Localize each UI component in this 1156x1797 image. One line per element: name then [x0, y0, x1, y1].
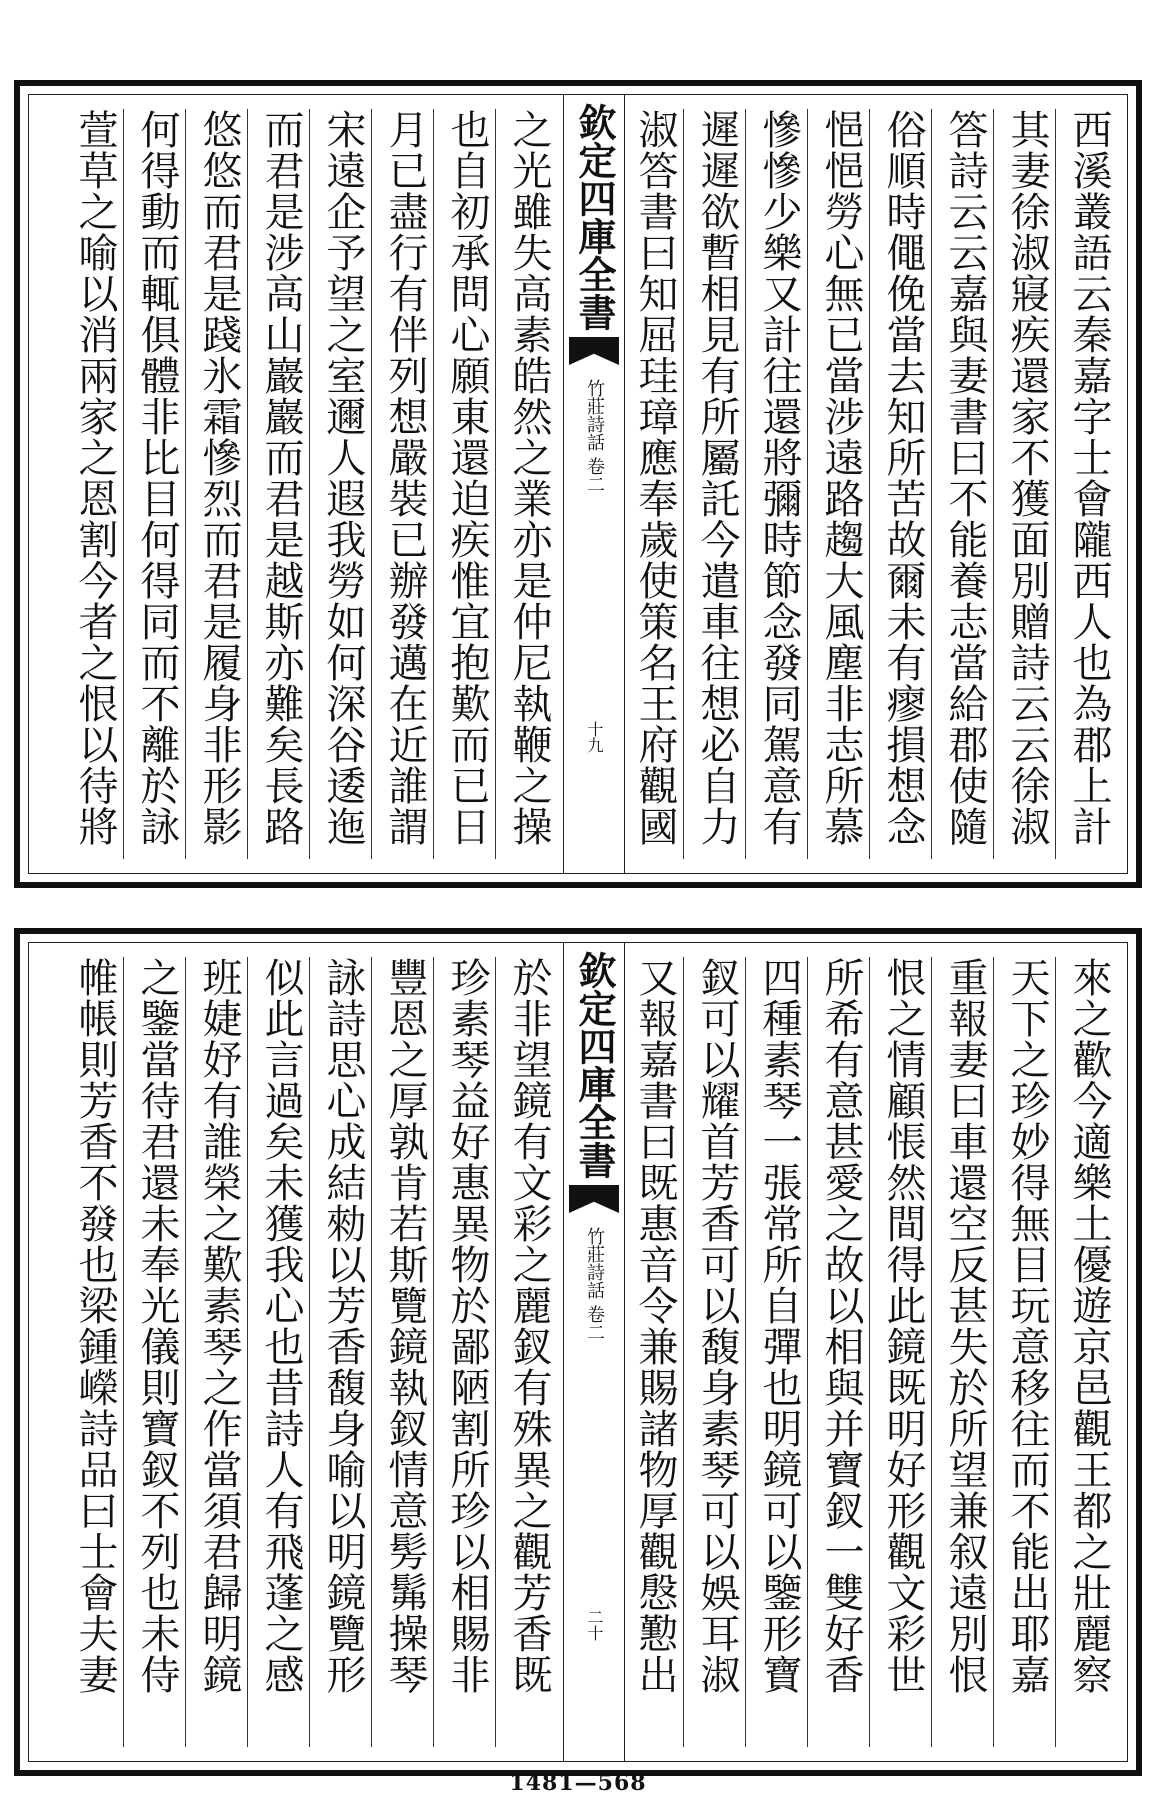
lower-page-frame [28, 942, 1128, 1762]
folio-number: 二十 [585, 1609, 604, 1641]
text-column [689, 957, 745, 1747]
text-column [1061, 109, 1117, 859]
text-column [999, 109, 1055, 859]
column-text: 何得動而輒俱體非比目何得同而不離於詠 [134, 109, 180, 847]
text-column [253, 957, 309, 1747]
text-column [129, 109, 185, 859]
column-rule [433, 109, 434, 859]
text-column [129, 957, 185, 1747]
column-rule [185, 957, 186, 1747]
text-column [191, 109, 247, 859]
text-column [439, 109, 495, 859]
column-rule [993, 957, 994, 1747]
column-text: 詠詩思心成結勑以芳香馥身喻以明鏡覽形 [320, 957, 366, 1695]
column-rule [1055, 957, 1056, 1747]
column-rule [931, 109, 932, 859]
column-rule [869, 957, 870, 1747]
text-column [875, 957, 931, 1747]
column-text: 悒悒勞心無已當涉遠路趨大風塵非志所慕 [818, 109, 864, 847]
book-title: 欽定四庫全書 [572, 103, 617, 331]
column-text: 四種素琴一張常所自彈也明鏡可以鑒形寶 [756, 957, 802, 1695]
column-rule [1055, 109, 1056, 859]
column-rule [807, 109, 808, 859]
folio-number: 十九 [585, 721, 604, 753]
column-text: 班婕妤有誰榮之歎素琴之作當須君歸明鏡 [196, 957, 242, 1695]
column-rule [309, 957, 310, 1747]
text-column [1061, 957, 1117, 1747]
text-column [315, 957, 371, 1747]
column-text: 珍素琴益好惠異物於鄙陋割所珍以相賜非 [444, 957, 490, 1695]
column-text: 悠悠而君是踐氷霜慘烈而君是履身非形影 [196, 109, 242, 847]
column-rule [683, 957, 684, 1747]
column-text: 淑答書曰知屈珪璋應奉歲使策名王府觀國 [632, 109, 678, 847]
text-column [315, 109, 371, 859]
text-column [253, 109, 309, 859]
column-text: 似此言過矣未獲我心也昔詩人有飛蓬之感 [258, 957, 304, 1695]
text-column [439, 957, 495, 1747]
column-text: 釵可以耀首芳香可以馥身素琴可以娛耳淑 [694, 957, 740, 1695]
column-rule [371, 109, 372, 859]
column-rule [247, 957, 248, 1747]
column-rule [931, 957, 932, 1747]
column-text: 月已盡行有伴列想嚴裝已辦發邁在近誰謂 [382, 109, 428, 847]
book-title: 欽定四庫全書 [572, 951, 617, 1179]
column-text: 之鑒當待君還未奉光儀則寶釵不列也未侍 [134, 957, 180, 1695]
text-column [501, 957, 557, 1747]
column-rule [745, 109, 746, 859]
fishtail-mark-icon [569, 337, 619, 365]
column-rule [993, 109, 994, 859]
volume-label: 卷二 [584, 1305, 605, 1341]
column-rule [185, 109, 186, 859]
column-rule [433, 957, 434, 1747]
column-text: 也自初承問心願東還迫疾惟宜抱歎而已日 [444, 109, 490, 847]
column-text: 帷帳則芳香不發也梁鍾嶸詩品曰士會夫妻 [72, 957, 118, 1695]
book-name: 竹莊詩話 [584, 1227, 605, 1299]
volume-label: 卷二 [584, 457, 605, 493]
column-rule [495, 957, 496, 1747]
text-column [627, 957, 683, 1747]
column-rule [745, 957, 746, 1747]
column-text: 又報嘉書曰既惠音令兼賜諸物厚觀慇懃出 [632, 957, 678, 1695]
column-text: 來之歡今適樂土優遊京邑觀王都之壯麗察 [1066, 957, 1112, 1695]
text-column [67, 957, 123, 1747]
text-column [751, 957, 807, 1747]
column-rule [247, 109, 248, 859]
column-text: 而君是涉高山巖巖而君是越斯亦難矣長路 [258, 109, 304, 847]
text-column [377, 109, 433, 859]
column-text: 萱草之喻以消兩家之恩割今者之恨以待將 [72, 109, 118, 847]
column-text: 宋遠企予望之室邇人遐我勞如何深谷逶迤 [320, 109, 366, 847]
column-rule [807, 957, 808, 1747]
lower-page-panel [14, 928, 1142, 1776]
upper-page-panel [14, 80, 1142, 888]
column-text: 所希有意甚愛之故以相與并寶釵一雙好香 [818, 957, 864, 1695]
column-rule [123, 957, 124, 1747]
text-column [377, 957, 433, 1747]
text-column [875, 109, 931, 859]
column-text: 恨之情顧悵然間得此鏡既明好形觀文彩世 [880, 957, 926, 1695]
center-title-column [563, 943, 625, 1761]
upper-page-frame [28, 94, 1128, 874]
page-number: 1481—568 [509, 1770, 647, 1796]
column-text: 其妻徐淑寢疾還家不獲面別贈詩云云徐淑 [1004, 109, 1050, 847]
column-text: 重報妻曰車還空反甚失於所望兼叙遠別恨 [942, 957, 988, 1695]
column-rule [371, 957, 372, 1747]
column-rule [869, 109, 870, 859]
text-column [937, 109, 993, 859]
center-title-column [563, 95, 625, 873]
text-column [689, 109, 745, 859]
column-text: 豐恩之厚孰肯若斯覽鏡執釵情意髣髴操琴 [382, 957, 428, 1695]
column-text: 慘慘少樂又計往還將彌時節念發同駕意有 [756, 109, 802, 847]
column-rule [309, 109, 310, 859]
text-column [501, 109, 557, 859]
fishtail-mark-icon [569, 1185, 619, 1213]
column-text: 於非望鏡有文彩之麗釵有殊異之觀芳香既 [506, 957, 552, 1695]
column-rule [495, 109, 496, 859]
column-text: 西溪叢語云秦嘉字士會隴西人也為郡上計 [1066, 109, 1112, 847]
text-column [751, 109, 807, 859]
column-text: 答詩云云嘉與妻書曰不能養志當給郡使隨 [942, 109, 988, 847]
text-column [813, 109, 869, 859]
column-text: 俗順時僶俛當去知所苦故爾未有瘳損想念 [880, 109, 926, 847]
text-column [191, 957, 247, 1747]
text-column [627, 109, 683, 859]
column-rule [683, 109, 684, 859]
book-name: 竹莊詩話 [584, 379, 605, 451]
text-column [999, 957, 1055, 1747]
column-text: 遲遲欲暫相見有所屬託今遣車往想必自力 [694, 109, 740, 847]
text-column [67, 109, 123, 859]
column-rule [123, 109, 124, 859]
column-text: 天下之珍妙得無目玩意移往而不能出耶嘉 [1004, 957, 1050, 1695]
text-column [813, 957, 869, 1747]
column-text: 之光雖失高素皓然之業亦是仲尼執鞭之操 [506, 109, 552, 847]
text-column [937, 957, 993, 1747]
